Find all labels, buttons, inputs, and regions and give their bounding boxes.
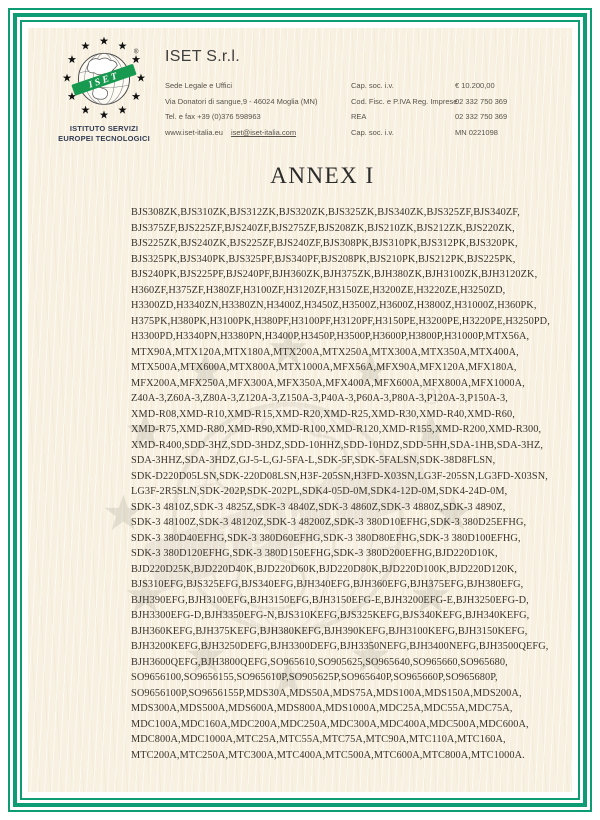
code-line: XMD-R08,XMD-R10,XMD-R15,XMD-R20,XMD-R25,XMD-R30,XMD-R40,XMD-R60, bbox=[131, 408, 515, 420]
code-line: SO9656100,SO9656155,SO965610P,SO905625P,SO965640P,SO965660P,SO965680P, bbox=[131, 672, 498, 683]
code-line: H3300ZD,H3340ZN,H3380ZN,H3400Z,H3450Z,H3500Z,H3600Z,H3800Z,H31000Z,H360PK, bbox=[131, 300, 537, 311]
code-line: Z40A-3,Z60A-3,Z80A-3,Z120A-3,Z150A-3,P40A-3,P60A-3,P80A-3,P120A-3,P150A-3, bbox=[131, 393, 508, 404]
annex-code-list bbox=[131, 205, 551, 763]
registry-label: Cap. soc. i.v. bbox=[351, 127, 394, 137]
code-line: MTC200A,MTC250A,MTC300A,MTC400A,MTC500A,MTC600A,MTC800A,MTC1000A. bbox=[131, 749, 525, 761]
code-line: BJH360KEFG,BJH375KEFG,BJH380KEFG,BJH390KEFG,BJH3100KEFG,BJH3150KEFG, bbox=[131, 625, 528, 637]
address-line: Tel. e fax +39 (0)376 598963 bbox=[165, 112, 261, 122]
code-line: H360ZF,H375ZF,H380ZF,H3100ZF,H3120ZF,H3150ZE,H3200ZE,H3220ZE,H3250ZD, bbox=[131, 284, 506, 296]
registry-label: Cod. Fisc. e P.IVA Reg. Imprese bbox=[351, 96, 458, 106]
registry-value: 02 332 750 369 bbox=[455, 112, 508, 122]
code-line: BJS310EFG,BJS325EFG,BJS340EFG,BJH340EFG,BJH360EFG,BJH375EFG,BJH380EFG, bbox=[131, 579, 524, 590]
website-link: www.iset-italia.eu bbox=[165, 127, 223, 137]
code-line: BJH390EFG,BJH3100EFG,BJH3150EFG,BJH3150EFG-E,BJH3200EFG-E,BJH3250EFG-D, bbox=[131, 594, 529, 606]
code-line: H3300PD,H3340PN,H3380PN,H3400P,H3450P,H3500P,H3600P,H3800P,H31000P,MTX56A, bbox=[131, 331, 530, 342]
code-line: SDK-3 380D120EFHG,SDK-3 380D150EFHG,SDK-3 380D200EFHG,BJD220D10K, bbox=[131, 548, 498, 559]
registry-value: MN 0221098 bbox=[455, 127, 498, 137]
registry-row bbox=[351, 94, 507, 110]
registry-label: Cap. soc. i.v. bbox=[351, 81, 394, 90]
registry-label: REA bbox=[351, 112, 367, 122]
code-line: SDK-D220D05LSN,SDK-220D08LSN,H3F-205SN,H3FD-X03SN,LG3F-205SN,LG3FD-X03SN, bbox=[131, 470, 548, 482]
registry-row bbox=[351, 78, 507, 94]
code-line: MTX500A,MTX600A,MTX800A,MTX1000A,MFX56A,MFX90A,MFX120A,MFX180A, bbox=[131, 362, 517, 373]
code-line: SO9656100P,SO9656155P,MDS30A,MDS50A,MDS75A,MDS100A,MDS150A,MDS200A, bbox=[131, 687, 522, 699]
company-name: ISET S.r.l. bbox=[165, 48, 241, 65]
code-line: XMD-R75,XMD-R80,XMD-R90,XMD-R100,XMD-R120,XMD-R155,XMD-R200,XMD-R300, bbox=[131, 424, 542, 435]
code-line: BJS225ZK,BJS240ZK,BJS225ZF,BJS240ZF,BJS308PK,BJS310PK,BJS312PK,BJS320PK, bbox=[131, 238, 518, 249]
logo-block bbox=[48, 34, 160, 144]
logo-caption-line2: EUROPEI TECNOLOGICI bbox=[58, 134, 150, 144]
code-line: MDC800A,MDC1000A,MTC25A,MTC55A,MTC75A,MTC90A,MTC110A,MTC160A, bbox=[131, 734, 506, 745]
code-line: SDK-3 380D40EFHG,SDK-3 380D60EFHG,SDK-3 380D80EFHG,SDK-3 380D100EFHG, bbox=[131, 532, 521, 544]
address-line: Via Donatori di sangue,9 - 46024 Moglia (MN) bbox=[165, 96, 318, 106]
logo-caption-line1: ISTITUTO SERVIZI bbox=[69, 124, 139, 133]
code-line: BJS325PK,BJS340PK,BJS325PF,BJS340PF,BJS208PK,BJS210PK,BJS212PK,BJS225PK, bbox=[131, 253, 516, 265]
page-title: ANNEX I bbox=[270, 163, 375, 188]
web-contact-row bbox=[165, 125, 317, 141]
code-line: BJS308ZK,BJS310ZK,BJS312ZK,BJS320ZK,BJS325ZK,BJS340ZK,BJS325ZF,BJS340ZF, bbox=[131, 207, 520, 218]
code-line: BJH3600QEFG,BJH3800QEFG,SO965610,SO905625,SO965640,SO965660,SO965680, bbox=[131, 656, 508, 668]
iset-logo-icon bbox=[60, 34, 148, 122]
code-line: SDK-3 48100Z,SDK-3 48120Z,SDK-3 48200Z,SDK-3 380D10EFHG,SDK-3 380D25EFHG, bbox=[131, 517, 527, 528]
company-address-block bbox=[165, 78, 317, 140]
registry-row bbox=[351, 109, 507, 125]
registry-value: € 10.200,00 bbox=[455, 81, 495, 90]
code-line: SDK-3 4810Z,SDK-3 4825Z,SDK-3 4840Z,SDK-3 4860Z,SDK-3 4880Z,SDK-3 4890Z, bbox=[131, 501, 506, 513]
code-line: MTX90A,MTX120A,MTX180A,MTX200A,MTX250A,MTX300A,MTX350A,MTX400A, bbox=[131, 346, 519, 358]
code-line: LG3F-2R5SLN,SDK-202P,SDK-202PL,SDK4-05D-0M,SDK4-12D-0M,SDK4-24D-0M, bbox=[131, 486, 508, 497]
code-line: MDC100A,MDC160A,MDC200A,MDC250A,MDC300A,MDC400A,MDC500A,MDC600A, bbox=[131, 718, 529, 730]
code-line: BJS240PK,BJS225PF,BJS240PF,BJH360ZK,BJH375ZK,BJH380ZK,BJH3100ZK,BJH3120ZK, bbox=[131, 269, 538, 280]
code-line: H375PK,H380PK,H3100PK,H380PF,H3100PF,H3120PF,H3150PE,H3200PE,H3220PE,H3250PD, bbox=[131, 315, 550, 327]
code-line: MDS300A,MDS500A,MDS600A,MDS800A,MDS1000A,MDC25A,MDC55A,MDC75A, bbox=[131, 703, 513, 714]
code-line: BJD220D25K,BJD220D40K,BJD220D60K,BJD220D80K,BJD220D100K,BJD220D120K, bbox=[131, 563, 518, 575]
code-line: MFX200A,MFX250A,MFX300A,MFX350A,MFX400A,MFX600A,MFX800A,MFX1000A, bbox=[131, 377, 525, 389]
registry-value: 02 332 750 369 bbox=[455, 96, 508, 106]
code-line: BJH3300EFG-D,BJH3350EFG-N,BJS310KEFG,BJS325KEFG,BJS340KEFG,BJH340KEFG, bbox=[131, 610, 530, 621]
registry-row bbox=[351, 125, 507, 141]
code-line: XMD-R400,SDD-3HZ,SDD-3HDZ,SDD-10HHZ,SDD-10HDZ,SDD-5HH,SDA-1HB,SDA-3HZ, bbox=[131, 439, 544, 451]
email-link[interactable]: iset@iset-italia.com bbox=[230, 127, 297, 137]
address-line: Sede Legale e Uffici bbox=[165, 81, 232, 90]
code-line: BJH3200KEFG,BJH3250DEFG,BJH3300DEFG,BJH3350NEFG,BJH3400NEFG,BJH3500QEFG, bbox=[131, 641, 549, 652]
logo-caption bbox=[48, 124, 160, 144]
registry-table bbox=[351, 78, 507, 140]
code-line: SDA-3HHZ,SDA-3HDZ,GJ-5-L,GJ-5FA-L,SDK-5F,SDK-5FALSN,SDK-38D8FLSN, bbox=[131, 455, 496, 466]
code-line: BJS375ZF,BJS225ZF,BJS240ZF,BJS275ZF,BJS208ZK,BJS210ZK,BJS212ZK,BJS220ZK, bbox=[131, 222, 515, 234]
